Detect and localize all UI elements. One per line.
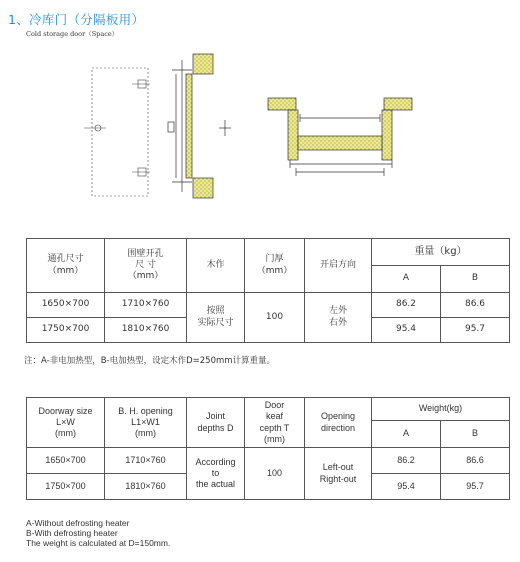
- header-doorway-size: Doorway size L×W (mm): [27, 398, 105, 448]
- header-doorway-size: 通孔尺寸 （mm）: [27, 239, 105, 293]
- cell-doorway: 1750×700: [27, 318, 105, 343]
- header-thickness: Door keaf cepth T (mm): [245, 398, 305, 448]
- note-line: B-With defrosting heater: [26, 528, 118, 538]
- cell-opening: 1810×760: [105, 318, 187, 343]
- cell-direction: 左外 右外: [305, 293, 372, 343]
- side-section-view: [168, 54, 231, 198]
- header-thickness: 门厚 （mm）: [245, 239, 305, 293]
- header-joint: 木作: [187, 239, 245, 293]
- cell-joint: 按照 实际尺寸: [187, 293, 245, 343]
- spec-table-en: [26, 397, 510, 500]
- plan-section-view: [268, 98, 412, 176]
- cell-direction: Left-out Right-out: [305, 448, 372, 500]
- notes-en: [26, 518, 170, 548]
- spec-table-cn: [26, 238, 510, 343]
- header-opening-size: 围壁开孔 尺 寸 （mm）: [105, 239, 187, 293]
- section-title: 1、冷库门（分隔板用）: [8, 12, 145, 27]
- header-weight: Weight(kg): [372, 398, 510, 421]
- note-line: The weight is calculated at D=150mm.: [26, 538, 171, 548]
- cell-weight-a: 86.2: [372, 293, 441, 318]
- header-weight-a: A: [372, 421, 441, 448]
- cell-weight-b: 86.6: [441, 448, 510, 474]
- note-line: A-Without defrosting heater: [26, 518, 130, 528]
- cell-weight-b: 95.7: [441, 318, 510, 343]
- table-row: [27, 293, 510, 318]
- cell-weight-a: 86.2: [372, 448, 441, 474]
- cell-thickness: 100: [245, 293, 305, 343]
- header-joint: Joint depths D: [187, 398, 245, 448]
- cell-doorway: 1750×700: [27, 474, 105, 500]
- header-opening-size: B. H. opening L1×W1 (mm): [105, 398, 187, 448]
- table-row: [27, 448, 510, 474]
- header-weight-a: A: [372, 266, 441, 293]
- header-weight-b: B: [441, 421, 510, 448]
- cell-weight-b: 95.7: [441, 474, 510, 500]
- cell-joint: According to the actual: [187, 448, 245, 500]
- cell-opening: 1710×760: [105, 293, 187, 318]
- cell-thickness: 100: [245, 448, 305, 500]
- cell-weight-a: 95.4: [372, 474, 441, 500]
- header-direction: Opening direction: [305, 398, 372, 448]
- header-weight-b: B: [441, 266, 510, 293]
- cell-weight-b: 86.6: [441, 293, 510, 318]
- cell-doorway: 1650×700: [27, 448, 105, 474]
- front-elevation-view: [84, 68, 150, 196]
- note-cn: 注：A-非电加热型，B-电加热型，设定木作D=250mm计算重量。: [24, 356, 276, 366]
- cell-opening: 1710×760: [105, 448, 187, 474]
- cell-weight-a: 95.4: [372, 318, 441, 343]
- cell-doorway: 1650×700: [27, 293, 105, 318]
- door-technical-drawing: [0, 40, 520, 200]
- cell-opening: 1810×760: [105, 474, 187, 500]
- header-weight: 重量（kg）: [372, 239, 510, 266]
- header-direction: 开启方向: [305, 239, 372, 293]
- section-subtitle: Cold storage door（Space）: [26, 30, 119, 38]
